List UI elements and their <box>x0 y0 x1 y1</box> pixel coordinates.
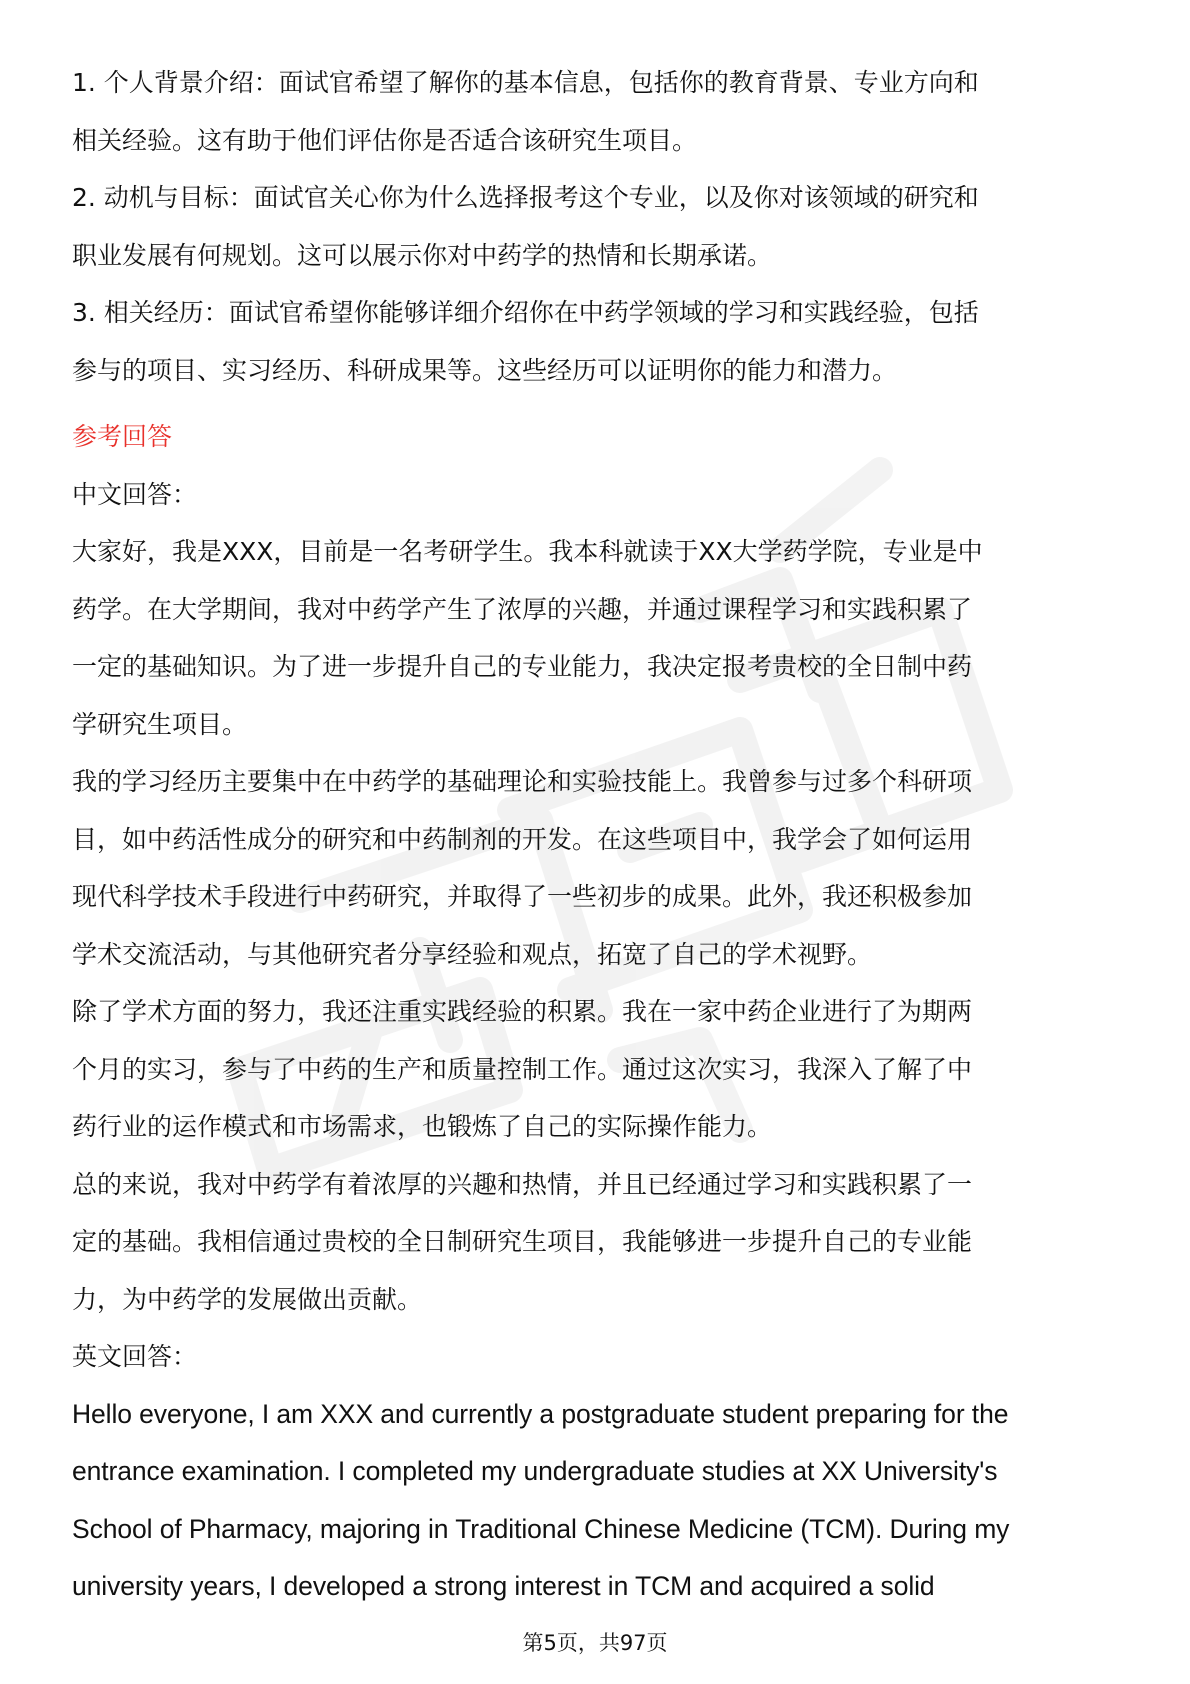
text-line: 总的来说，我对中药学有着浓厚的兴趣和热情，并且已经通过学习和实践积累了一 <box>72 1169 973 1199</box>
text-line: School of Pharmacy, majoring in Traditional Chinese Medicine (TCM). During my <box>72 1513 1010 1544</box>
text-line: Hello everyone, I am XXX and currently a postgraduate student preparing for the <box>72 1398 1009 1429</box>
chinese-paragraph <box>72 983 1122 1156</box>
text-line: 力，为中药学的发展做出贡献。 <box>72 1284 423 1314</box>
text-line: 大家好，我是XXX，目前是一名考研学生。我本科就读于XX大学药学院，专业是中 <box>72 537 983 566</box>
text-line: 学术交流活动，与其他研究者分享经验和观点，拓宽了自己的学术视野。 <box>72 939 873 969</box>
text-line: university years, I developed a strong interest in TCM and acquired a solid <box>72 1571 935 1601</box>
text-line: 药行业的运作模式和市场需求，也锻炼了自己的实际操作能力。 <box>72 1112 773 1141</box>
text-line: 3. 相关经历：面试官希望你能够详细介绍你在中药学领域的学习和实践经验，包括 <box>72 298 979 327</box>
reference-answer-heading: 参考回答 <box>72 422 173 451</box>
text-line: 现代科学技术手段进行中药研究，并取得了一些初步的成果。此外，我还积极参加 <box>72 882 973 911</box>
chinese-paragraph <box>72 523 1122 753</box>
text-line: 我的学习经历主要集中在中药学的基础理论和实验技能上。我曾参与过多个科研项 <box>72 767 973 796</box>
text-line: 一定的基础知识。为了进一步提升自己的专业能力，我决定报考贵校的全日制中药 <box>72 652 973 681</box>
text-line: 职业发展有何规划。这可以展示你对中药学的热情和长期承诺。 <box>72 240 773 270</box>
page-number: 第5页，共97页 <box>522 1631 668 1655</box>
text-line: entrance examination. I completed my undergraduate studies at XX University's <box>72 1456 998 1486</box>
english-paragraph <box>72 1386 1122 1616</box>
chinese-paragraph <box>72 753 1122 983</box>
text-line: 参与的项目、实习经历、科研成果等。这些经历可以证明你的能力和潜力。 <box>72 355 898 385</box>
chinese-paragraph <box>72 1156 1122 1329</box>
text-line: 药学。在大学期间，我对中药学产生了浓厚的兴趣，并通过课程学习和实践积累了 <box>72 594 973 624</box>
text-line: 2. 动机与目标：面试官关心你为什么选择报考这个专业，以及你对该领域的研究和 <box>72 183 979 212</box>
english-answer-label: 英文回答： <box>72 1342 198 1371</box>
text-line: 个月的实习，参与了中药的生产和质量控制工作。通过这次实习，我深入了解了中 <box>72 1054 973 1084</box>
text-line: 1. 个人背景介绍：面试官希望了解你的基本信息，包括你的教育背景、专业方向和 <box>72 68 979 97</box>
intro-item <box>72 284 1122 399</box>
text-line: 除了学术方面的努力，我还注重实践经验的积累。我在一家中药企业进行了为期两 <box>72 997 973 1026</box>
main-content <box>72 54 1122 1616</box>
intro-item <box>72 54 1122 169</box>
chinese-answer-label: 中文回答： <box>72 479 198 509</box>
text-line: 目，如中药活性成分的研究和中药制剂的开发。在这些项目中，我学会了如何运用 <box>72 824 973 854</box>
text-line: 相关经验。这有助于他们评估你是否适合该研究生项目。 <box>72 125 698 155</box>
text-line: 学研究生项目。 <box>72 709 248 739</box>
intro-item <box>72 169 1122 284</box>
text-line: 定的基础。我相信通过贵校的全日制研究生项目，我能够进一步提升自己的专业能 <box>72 1227 973 1256</box>
